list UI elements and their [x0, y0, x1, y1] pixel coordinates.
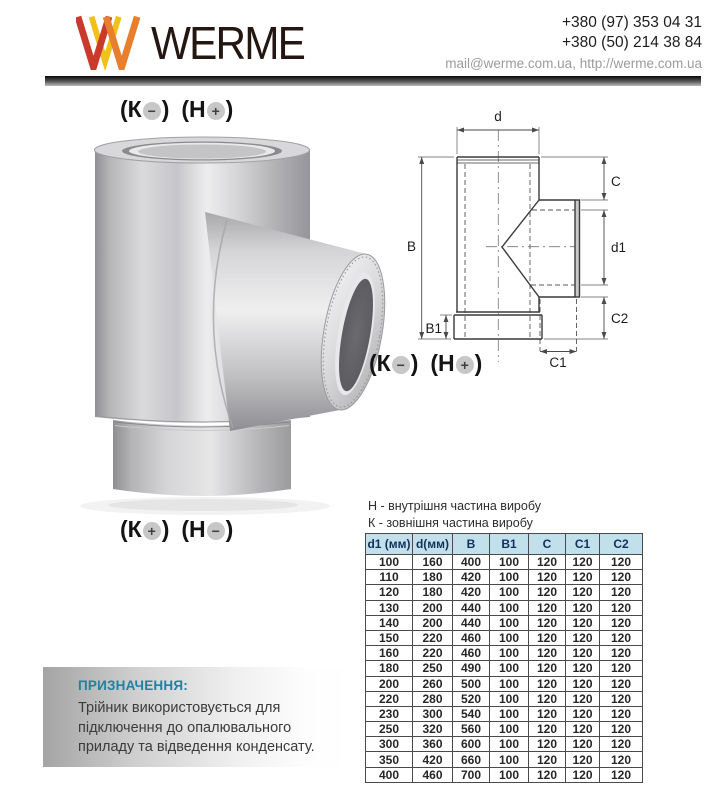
table-cell: 120 — [529, 722, 566, 737]
table-cell: 120 — [600, 752, 643, 767]
table-cell: 100 — [490, 661, 529, 676]
table-cell: 120 — [600, 646, 643, 661]
table-cell: 420 — [453, 570, 490, 585]
table-cell: 100 — [490, 752, 529, 767]
table-cell: 120 — [566, 676, 600, 691]
table-cell: 120 — [529, 585, 566, 600]
table-cell: 540 — [453, 706, 490, 721]
table-cell: 120 — [529, 630, 566, 645]
table-cell: 220 — [413, 646, 453, 661]
dim-label-b1: B1 — [425, 321, 442, 336]
table-cell: 120 — [529, 600, 566, 615]
purpose-title: ПРИЗНАЧЕННЯ: — [78, 678, 188, 693]
table-cell: 250 — [366, 722, 413, 737]
legend-line-1: Н - внутрішня частина виробу — [368, 499, 541, 513]
table-cell: 660 — [453, 752, 490, 767]
column-header: d1 (мм) — [366, 534, 413, 555]
table-cell: 120 — [566, 600, 600, 615]
table-cell: 460 — [413, 767, 453, 782]
table-row — [366, 676, 643, 691]
table-cell: 220 — [366, 691, 413, 706]
product-photo — [55, 126, 395, 516]
table-cell: 160 — [413, 555, 453, 570]
table-row — [366, 752, 643, 767]
table-cell: 120 — [600, 615, 643, 630]
minus-badge-icon: − — [392, 356, 410, 374]
table-cell: 220 — [413, 630, 453, 645]
table-cell: 100 — [490, 691, 529, 706]
table-cell: 120 — [529, 570, 566, 585]
header-contacts — [445, 13, 702, 71]
table-row — [366, 570, 643, 585]
legend — [368, 498, 541, 532]
table-cell: 120 — [566, 767, 600, 782]
column-header: B1 — [490, 534, 529, 555]
purpose-panel — [43, 667, 351, 767]
table-cell: 140 — [366, 615, 413, 630]
table-cell: 120 — [566, 661, 600, 676]
table-cell: 120 — [600, 722, 643, 737]
table-row — [366, 585, 643, 600]
table-cell: 120 — [529, 661, 566, 676]
table-cell: 280 — [413, 691, 453, 706]
table-cell: 120 — [600, 691, 643, 706]
table-cell: 350 — [366, 752, 413, 767]
table-cell: 120 — [600, 767, 643, 782]
table-cell: 490 — [453, 661, 490, 676]
table-cell: 100 — [366, 555, 413, 570]
diagram-label: (К − ) (Н + ) — [369, 350, 483, 376]
table-cell: 440 — [453, 615, 490, 630]
spec-table — [365, 533, 643, 783]
column-header: C2 — [600, 534, 643, 555]
table-cell: 100 — [490, 555, 529, 570]
dim-label-c: C — [611, 174, 621, 189]
table-cell: 120 — [600, 570, 643, 585]
table-cell: 120 — [566, 630, 600, 645]
table-cell: 120 — [529, 706, 566, 721]
table-cell: 100 — [490, 722, 529, 737]
header-divider — [45, 76, 701, 86]
inner-pipe-lines — [465, 164, 577, 351]
center-lines — [486, 130, 580, 362]
table-cell: 500 — [453, 676, 490, 691]
table-row — [366, 661, 643, 676]
table-row — [366, 646, 643, 661]
table-cell: 100 — [490, 615, 529, 630]
table-cell: 180 — [413, 585, 453, 600]
table-cell: 120 — [600, 630, 643, 645]
table-cell: 120 — [529, 691, 566, 706]
table-cell: 110 — [366, 570, 413, 585]
table-cell: 100 — [490, 706, 529, 721]
table-row — [366, 555, 643, 570]
table-cell: 120 — [600, 706, 643, 721]
table-row — [366, 600, 643, 615]
table-cell: 200 — [366, 676, 413, 691]
table-cell: 460 — [453, 646, 490, 661]
photo-label-bottom: (К + ) (Н − ) — [120, 516, 234, 542]
table-cell: 100 — [490, 767, 529, 782]
table-cell: 360 — [413, 737, 453, 752]
column-header: C1 — [566, 534, 600, 555]
table-cell: 400 — [453, 555, 490, 570]
photo-label-top: (К − ) (Н + ) — [120, 96, 234, 122]
table-cell: 120 — [600, 676, 643, 691]
table-cell: 120 — [529, 752, 566, 767]
table-cell: 420 — [453, 585, 490, 600]
table-cell: 200 — [413, 615, 453, 630]
table-cell: 250 — [413, 661, 453, 676]
table-row — [366, 767, 643, 782]
table-cell: 100 — [490, 630, 529, 645]
table-cell: 120 — [566, 706, 600, 721]
table-cell: 180 — [366, 661, 413, 676]
plus-badge-icon: + — [456, 356, 474, 374]
table-cell: 120 — [566, 737, 600, 752]
table-cell: 180 — [413, 570, 453, 585]
dim-label-d1: d1 — [611, 240, 627, 255]
table-cell: 120 — [600, 555, 643, 570]
tee-outline — [454, 157, 580, 339]
table-cell: 120 — [600, 737, 643, 752]
table-cell: 120 — [529, 676, 566, 691]
table-cell: 120 — [600, 600, 643, 615]
table-cell: 100 — [490, 737, 529, 752]
dim-label-c1: C1 — [549, 355, 567, 370]
bottom-collar — [113, 420, 291, 496]
dim-label-c2: C2 — [611, 311, 629, 326]
table-cell: 120 — [529, 737, 566, 752]
table-cell: 120 — [566, 555, 600, 570]
table-header-row — [366, 534, 643, 555]
table-cell: 120 — [529, 767, 566, 782]
table-cell: 200 — [413, 600, 453, 615]
minus-badge-icon: − — [143, 102, 161, 120]
phone-number-1: +380 (97) 353 04 31 — [561, 14, 702, 31]
table-cell: 120 — [566, 722, 600, 737]
table-cell: 100 — [490, 646, 529, 661]
brand-logo — [76, 12, 317, 70]
table-cell: 120 — [566, 585, 600, 600]
table-cell: 120 — [600, 585, 643, 600]
table-cell: 120 — [566, 691, 600, 706]
table-cell: 100 — [490, 570, 529, 585]
table-cell: 440 — [453, 600, 490, 615]
table-cell: 400 — [366, 767, 413, 782]
table-cell: 320 — [413, 722, 453, 737]
minus-badge-icon: − — [207, 522, 225, 540]
table-cell: 120 — [529, 646, 566, 661]
table-cell: 100 — [490, 676, 529, 691]
table-row — [366, 722, 643, 737]
legend-line-2: К - зовнішня частина виробу — [368, 516, 533, 530]
table-cell: 600 — [453, 737, 490, 752]
plus-badge-icon: + — [143, 522, 161, 540]
table-row — [366, 615, 643, 630]
table-row — [366, 630, 643, 645]
table-cell: 160 — [366, 646, 413, 661]
contact-links[interactable]: mail@werme.com.ua, http://werme.com.ua — [445, 56, 702, 71]
column-header: C — [529, 534, 566, 555]
table-cell: 260 — [413, 676, 453, 691]
table-row — [366, 706, 643, 721]
dim-label-d: d — [494, 109, 502, 124]
purpose-text: Трійник використовується для підключення до опалювального приладу та відведення конденсату. — [78, 700, 315, 755]
table-cell: 120 — [600, 661, 643, 676]
table-cell: 120 — [566, 570, 600, 585]
table-cell: 120 — [566, 752, 600, 767]
table-cell: 100 — [490, 600, 529, 615]
table-row — [366, 737, 643, 752]
column-header: d(мм) — [413, 534, 453, 555]
table-cell: 300 — [366, 737, 413, 752]
table-cell: 230 — [366, 706, 413, 721]
dim-label-b: B — [406, 239, 416, 254]
table-cell: 120 — [566, 646, 600, 661]
table-cell: 120 — [366, 585, 413, 600]
column-header: B — [453, 534, 490, 555]
logo-w-icon — [76, 14, 144, 70]
table-cell: 700 — [453, 767, 490, 782]
table-cell: 420 — [413, 752, 453, 767]
table-cell: 560 — [453, 722, 490, 737]
tech-diagram — [398, 96, 728, 390]
logo-text: WERME — [151, 17, 305, 69]
table-cell: 300 — [413, 706, 453, 721]
plus-badge-icon: + — [207, 102, 225, 120]
table-cell: 520 — [453, 691, 490, 706]
table-row — [366, 691, 643, 706]
table-cell: 120 — [529, 615, 566, 630]
table-cell: 120 — [529, 555, 566, 570]
table-cell: 130 — [366, 600, 413, 615]
table-cell: 120 — [566, 615, 600, 630]
table-cell: 460 — [453, 630, 490, 645]
phone-number-2: +380 (50) 214 38 84 — [561, 34, 702, 51]
table-cell: 150 — [366, 630, 413, 645]
table-cell: 100 — [490, 585, 529, 600]
